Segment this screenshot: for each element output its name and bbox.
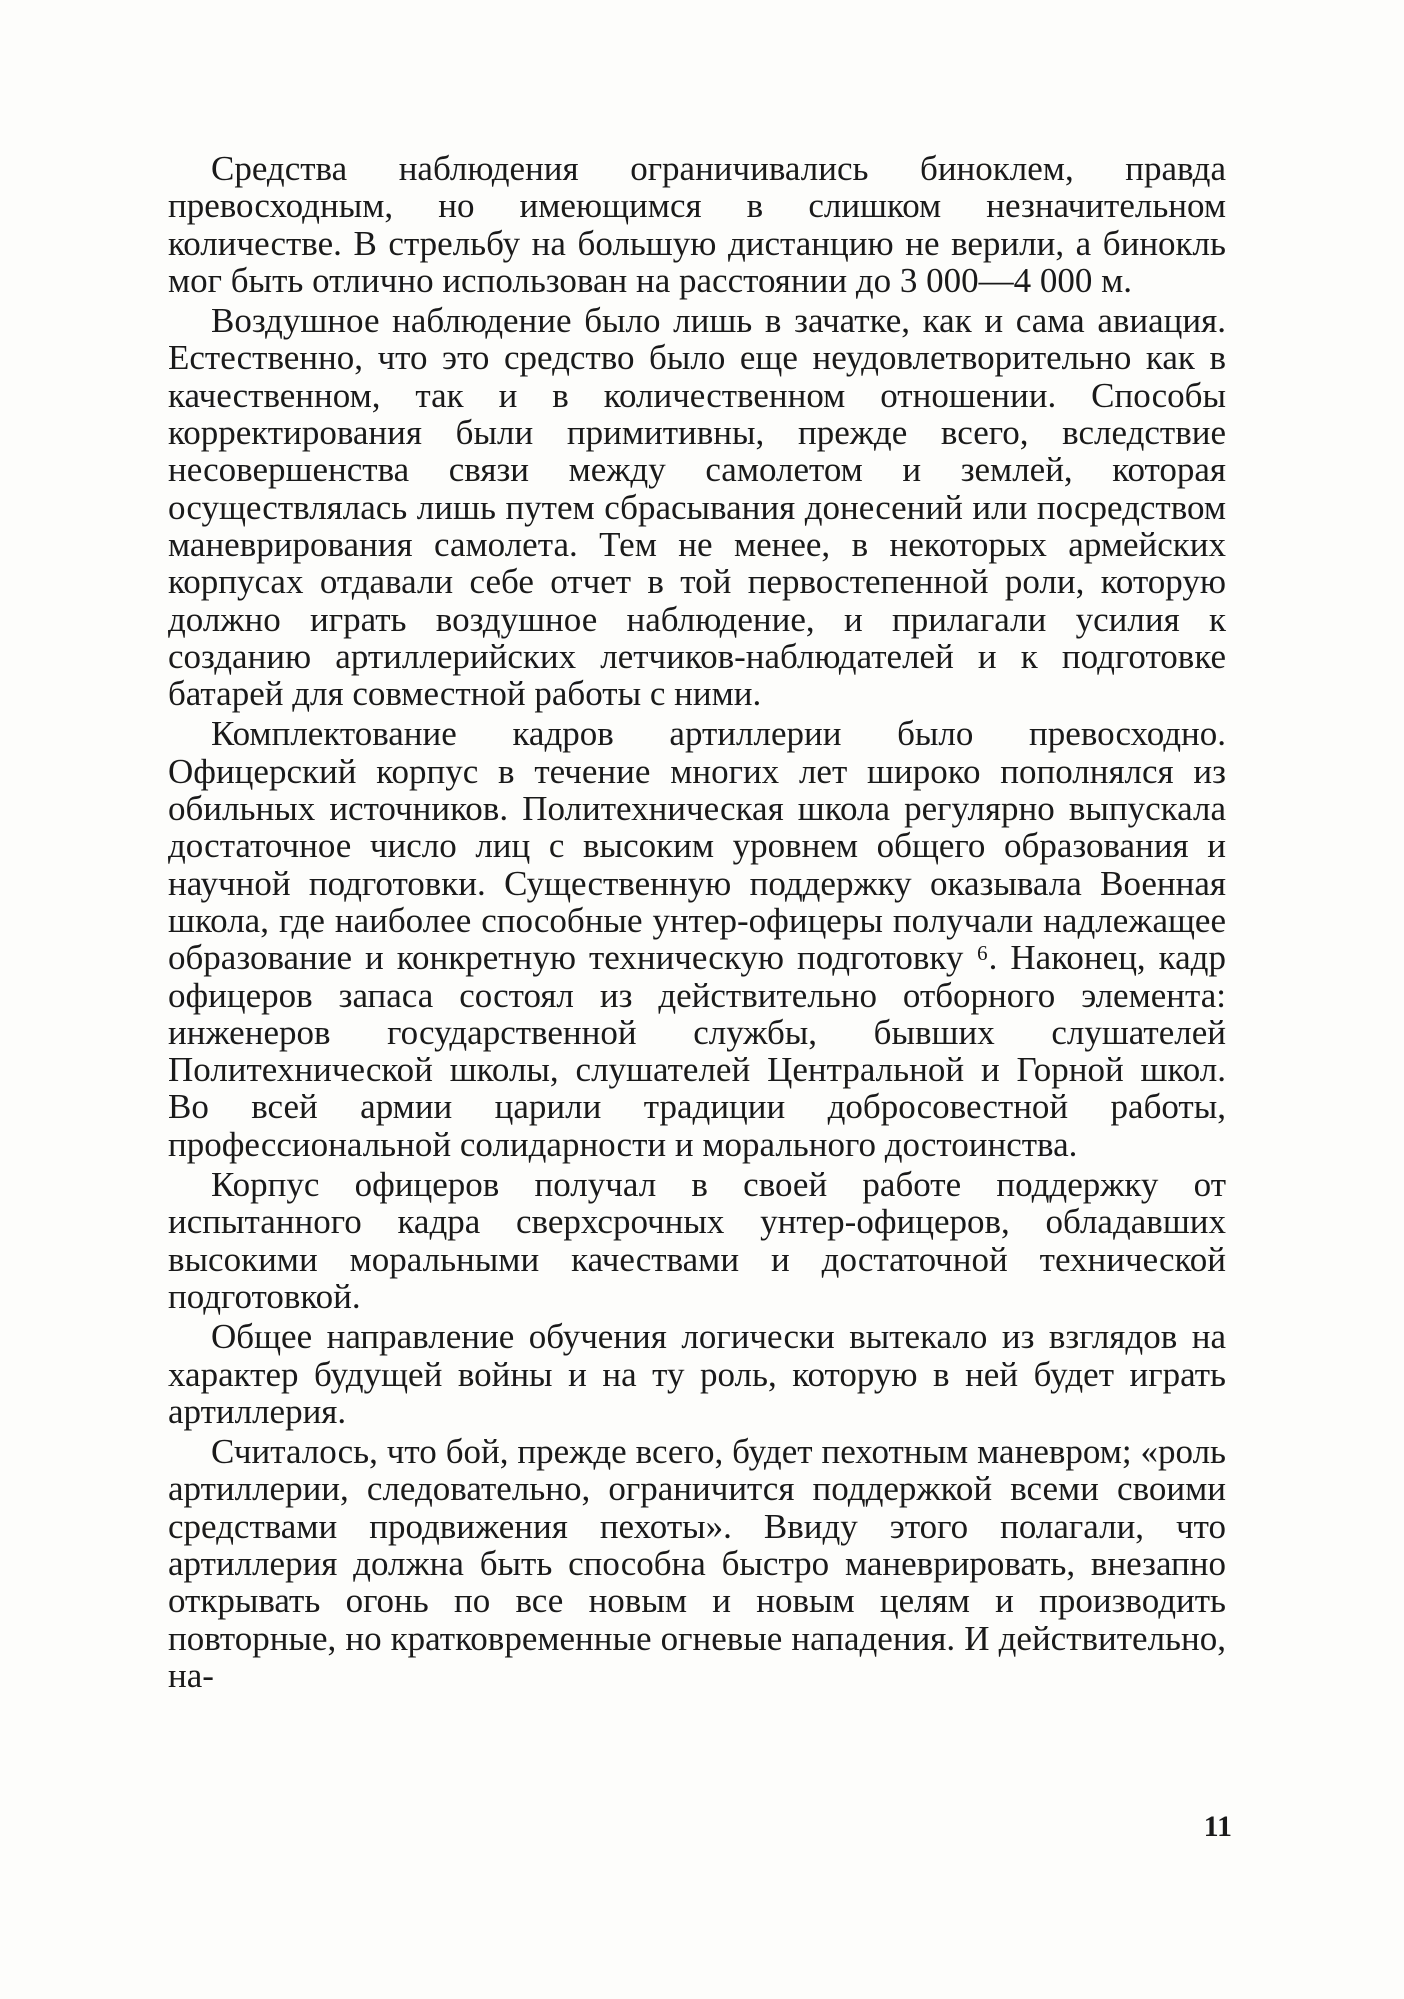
- paragraph-aerial-observation: Воздушное наблюдение было лишь в зачатке, как и сама авиация. Естественно, что это средство было еще неудовлетворительно как в качественном, так и в количественном отношении. Способы корректирования были примитивны, прежде всего, вследствие несовершенства связи между самолетом и землей, которая осуществлялась лишь путем сбрасывания донесений или посредством маневрирования самолета. Тем не менее, в некоторых армейских корпусах отдавали себе отчет в той первостепенной роли, которую должно играть воздушное наблюдение, и прилагали усилия к созданию артиллерийских летчиков-наблюдателей и к подготовке батарей для совместной работы с ними.: [168, 301, 1226, 714]
- paragraph-observation-means: Средства наблюдения ограничивались биноклем, правда превосходным, но имеющимся в слишком незначительном количестве. В стрельбу на большую дистанцию не верили, а бинокль мог быть отлично использован на расстоянии до 3 000—4 000 м.: [168, 149, 1226, 300]
- paragraph-nco-support: Корпус офицеров получал в своей работе поддержку от испытанного кадра сверхсрочных унтер-офицеров, обладавших высокими моральными качествами и достаточной технической подготовкой.: [168, 1165, 1226, 1316]
- paragraph-training-direction: Общее направление обучения логически вытекало из взглядов на характер будущей войны и на ту роль, которую в ней будет играть артиллерия.: [168, 1317, 1226, 1431]
- paragraph-infantry-maneuver: Считалось, что бой, прежде всего, будет пехотным маневром; «роль артиллерии, следовательно, ограничится поддержкой всеми своими средствами продвижения пехоты». Ввиду этого полагали, что артиллерия должна быть способна быстро маневрировать, внезапно открывать огонь по все новым и новым целям и производить повторные, но кратковременные огневые нападения. И действительно, на-: [168, 1432, 1226, 1695]
- page-text: [168, 150, 1226, 1697]
- page-number: 11: [1203, 1810, 1232, 1843]
- paragraph-officer-staffing: Комплектование кадров артиллерии было превосходно. Офицерский корпус в течение многих лет широко пополнялся из обильных источников. Политехническая школа регулярно выпускала достаточное число лиц с высоким уровнем общего образования и научной подготовки. Существенную поддержку оказывала Военная школа, где наиболее способные унтер-офицеры получали надлежащее образование и конкретную техническую подготовку ⁶. Наконец, кадр офицеров запаса состоял из действительно отборного элемента: инженеров государственной службы, бывших слушателей Политехнической школы, слушателей Центральной и Горной школ. Во всей армии царили традиции добросовестной работы, профессиональной солидарности и морального достоинства.: [168, 714, 1226, 1164]
